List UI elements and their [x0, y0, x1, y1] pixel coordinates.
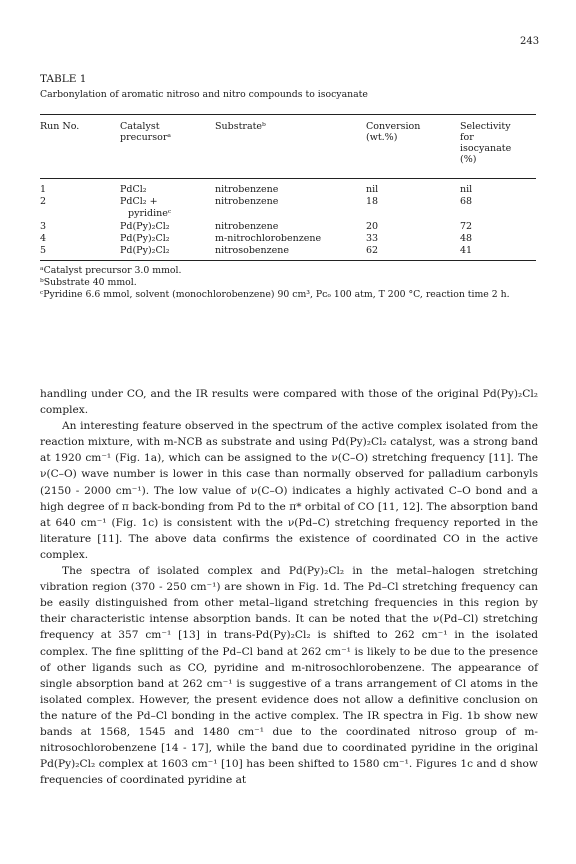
- cell-selectivity: 68: [460, 196, 473, 207]
- cell-substrate: nitrobenzene: [215, 184, 279, 195]
- table-footnote-c: ᶜPyridine 6.6 mmol, solvent (monochlorobenzene) 90 cm³, Pᴄₒ 100 atm, T 200 °C, reaction time 2 h.: [40, 289, 510, 300]
- body-text: [40, 386, 538, 788]
- header-run: Run No.: [40, 121, 80, 132]
- cell-selectivity: 72: [460, 221, 473, 232]
- cell-substrate: nitrobenzene: [215, 221, 279, 232]
- header-selectivity-line3: isocyanate: [460, 143, 512, 154]
- header-catalyst: [120, 121, 171, 143]
- cell-conversion: 18: [366, 196, 379, 207]
- header-catalyst-line1: Catalyst: [120, 121, 160, 132]
- cell-selectivity: 48: [460, 233, 473, 244]
- cell-catalyst: Pd(Py)₂Cl₂: [120, 245, 170, 256]
- cell-catalyst: Pd(Py)₂Cl₂: [120, 221, 170, 232]
- header-selectivity-line2: for: [460, 132, 474, 143]
- header-conversion: [366, 121, 420, 143]
- cell-run: 3: [40, 221, 47, 232]
- table-title: Carbonylation of aromatic nitroso and nitro compounds to isocyanate: [40, 89, 368, 100]
- table-caption: [40, 72, 368, 102]
- paragraph-3: The spectra of isolated complex and Pd(Py)₂Cl₂ in the metal–halogen stretching vibration region (370 - 250 cm⁻¹) are shown in Fig. 1d. The Pd–Cl stretching frequency can be easily distinguished from other metal–ligand stretching frequencies in this region by their characteristic intense absorption bands. It can be noted that the ν(Pd–Cl) stretching frequency at 357 cm⁻¹ [13] in trans-Pd(Py)₂Cl₂ is shifted to 262 cm⁻¹ in the isolated complex. The fine splitting of the Pd–Cl band at 262 cm⁻¹ is likely to be due to the presence of other ligands such as CO, pyridine and m-nitrosochlorobenzene. The appearance of single absorption band at 262 cm⁻¹ is suggestive of a trans arrangement of Cl atoms in the isolated complex. However, the present evidence does not allow a definitive conclusion on the nature of the Pd–Cl bonding in the active complex. The IR spectra in Fig. 1b show new bands at 1568, 1545 and 1480 cm⁻¹ due to the coordinated nitroso group of m-nitrosochlorobenzene [14 - 17], while the band due to coordinated pyridine in the original Pd(Py)₂Cl₂ complex at 1603 cm⁻¹ [10] has been shifted to 1580 cm⁻¹. Figures 1c and d show frequencies of coordinated pyridine at: [40, 565, 538, 787]
- cell-catalyst: PdCl₂ +: [120, 196, 158, 207]
- cell-conversion: 20: [366, 221, 379, 232]
- cell-catalyst: Pd(Py)₂Cl₂: [120, 233, 170, 244]
- header-conversion-line2: (wt.%): [366, 132, 398, 143]
- cell-conversion: nil: [366, 184, 379, 195]
- table-label: TABLE 1: [40, 73, 87, 85]
- table-footnote-b: ᵇSubstrate 40 mmol.: [40, 277, 137, 288]
- header-selectivity-line4: (%): [460, 154, 477, 165]
- header-conversion-line1: Conversion: [366, 121, 421, 132]
- cell-run: 5: [40, 245, 47, 256]
- header-selectivity: [460, 121, 511, 165]
- paragraph-1: handling under CO, and the IR results were compared with those of the original Pd(Py)₂Cl₂ complex.: [40, 388, 538, 417]
- cell-run: 4: [40, 233, 47, 244]
- table-bottom-rule: [40, 260, 536, 261]
- table-top-rule: [40, 114, 536, 115]
- cell-run: 1: [40, 184, 47, 195]
- cell-catalyst: PdCl₂: [120, 184, 147, 195]
- cell-selectivity: nil: [460, 184, 473, 195]
- cell-catalyst-cont: pyridineᶜ: [128, 208, 172, 219]
- cell-conversion: 62: [366, 245, 379, 256]
- header-selectivity-line1: Selectivity: [460, 121, 511, 132]
- cell-substrate: m-nitrochlorobenzene: [215, 233, 322, 244]
- cell-selectivity: 41: [460, 245, 473, 256]
- cell-substrate: nitrosobenzene: [215, 245, 290, 256]
- paragraph-2: An interesting feature observed in the spectrum of the active complex isolated from the reaction mixture, with m-NCB as substrate and using Pd(Py)₂Cl₂ catalyst, was a strong band at 1920 cm⁻¹ (Fig. 1a), which can be assigned to the ν(C–O) stretching frequency [11]. The ν(C–O) wave number is lower in this case than normally observed for palladium carbonyls (2150 - 2000 cm⁻¹). The low value of ν(C–O) indicates a highly activated C–O bond and a high degree of π back-bonding from Pd to the π* orbital of CO [11, 12]. The absorption band at 640 cm⁻¹ (Fig. 1c) is consistent with the ν(Pd–C) stretching frequency reported in the literature [11]. The above data confirms the existence of coordinated CO in the active complex.: [40, 420, 538, 561]
- table-footnote-a: ᵃCatalyst precursor 3.0 mmol.: [40, 265, 182, 276]
- header-catalyst-line2: precursorᵃ: [120, 132, 172, 143]
- page-number: 243: [520, 36, 540, 47]
- header-substrate: Substrateᵇ: [215, 121, 266, 132]
- cell-conversion: 33: [366, 233, 379, 244]
- cell-run: 2: [40, 196, 47, 207]
- table-header-rule: [40, 178, 536, 179]
- cell-substrate: nitrobenzene: [215, 196, 279, 207]
